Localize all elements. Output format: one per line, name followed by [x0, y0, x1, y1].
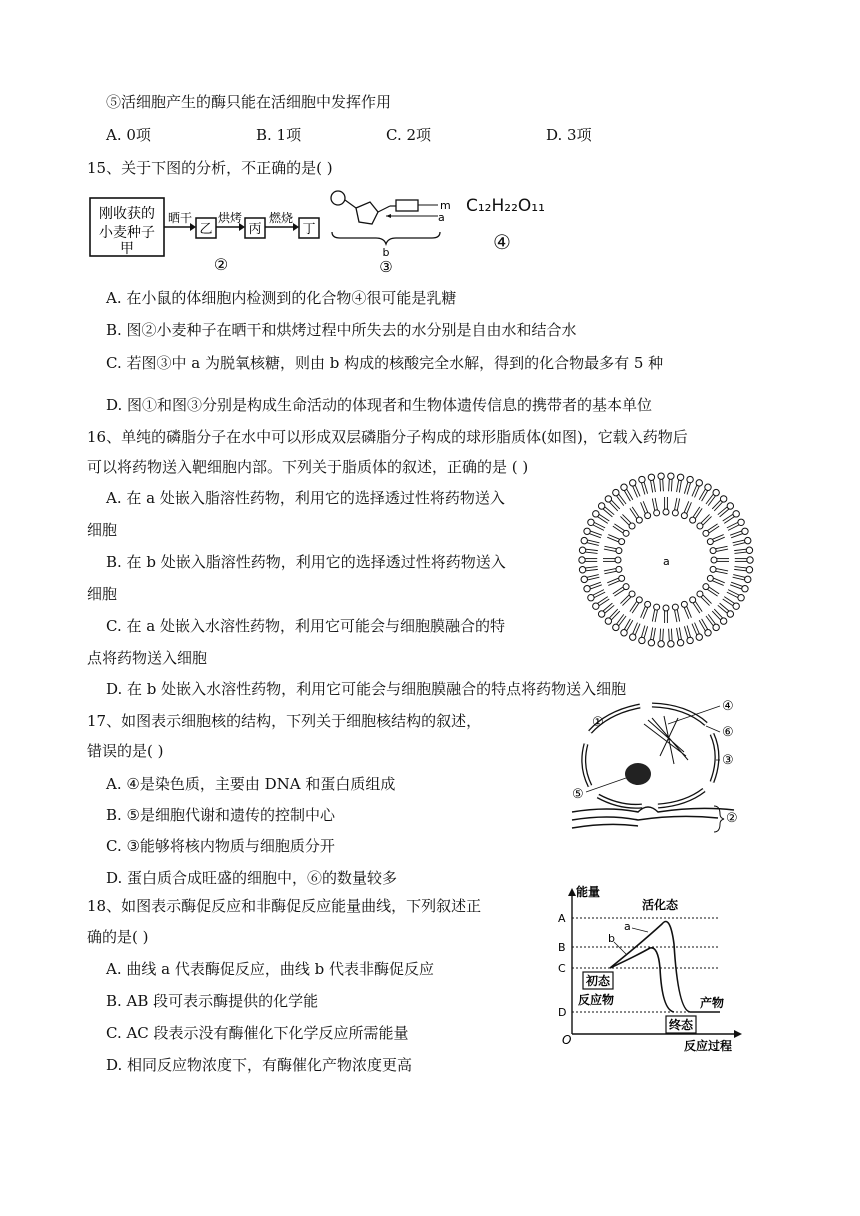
phospholipid: [658, 473, 664, 491]
phospholipid: [699, 484, 711, 501]
phospholipid: [581, 537, 599, 545]
q17-option-b[interactable]: B. ⑤是细胞代谢和遗传的控制中心: [106, 806, 336, 824]
q16-option-c-line1[interactable]: C. 在 a 处嵌入水溶性药物，利用它可能会与细胞膜融合的特: [106, 617, 505, 635]
graph-origin: O: [562, 1033, 572, 1047]
q18-option-c[interactable]: C. AC 段表示没有酶催化下化学反应所需能量: [106, 1024, 409, 1042]
q16-option-d[interactable]: D. 在 b 处嵌入水溶性药物，利用它可能会与细胞膜融合的特点将药物送入细胞: [106, 680, 627, 698]
phospholipid: [641, 501, 651, 518]
nucleus-label-2: ②: [726, 811, 738, 826]
q17-option-c[interactable]: C. ③能够将核内物质与细胞质分开: [106, 837, 335, 855]
fig2-step1: 晒干: [167, 211, 193, 225]
phospholipid: [692, 623, 703, 641]
phospholipid: [707, 535, 724, 545]
q14-option-b[interactable]: B. 1项: [256, 126, 302, 144]
q17-option-a[interactable]: A. ④是染色质，主要由 DNA 和蛋白质组成: [106, 775, 396, 793]
phospholipid: [663, 605, 669, 623]
graph-final: 终态: [668, 1018, 694, 1032]
phospholipid: [707, 575, 724, 585]
nucleus-label-3: ③: [722, 753, 734, 768]
fig2-box1-line3: 甲: [120, 241, 134, 257]
phospholipid: [584, 582, 602, 592]
graph-level-d: D: [558, 1006, 567, 1019]
phospholipid: [620, 591, 635, 606]
graph-curve-a: a: [624, 920, 631, 933]
phospholipid: [641, 601, 651, 618]
phospholipid: [621, 619, 633, 636]
fig2-box4: 丁: [302, 222, 316, 237]
phospholipid: [699, 619, 711, 636]
q18-stem-line1: 18、如图表示酶促反应和非酶促反应能量曲线，下列叙述正: [87, 897, 482, 915]
q18-option-b[interactable]: B. AB 段可表示酶提供的化学能: [106, 992, 319, 1010]
fig2-step3: 燃烧: [268, 211, 294, 225]
phospholipid: [639, 476, 648, 494]
phospholipid: [727, 519, 744, 530]
phospholipid: [588, 519, 605, 530]
nucleus-label-6: ⑥: [722, 725, 734, 740]
phospholipid: [630, 480, 641, 498]
phospholipid: [672, 604, 679, 622]
q16-option-a-line2: 细胞: [87, 521, 118, 539]
phospholipid: [607, 575, 624, 585]
phospholipid: [711, 557, 729, 563]
q16-option-b-line1[interactable]: B. 在 b 处嵌入脂溶性药物，利用它的选择透过性将药物送入: [106, 553, 506, 571]
fig2-box3: 丙: [248, 222, 262, 237]
phospholipid: [690, 597, 702, 613]
phospholipid: [652, 498, 659, 516]
nucleus-label-4: ④: [722, 699, 734, 714]
phospholipid: [607, 535, 624, 545]
phospholipid: [613, 524, 629, 536]
phospholipid: [733, 575, 751, 583]
q18-stem-line2: 确的是( ): [87, 928, 149, 946]
phospholipid: [734, 547, 752, 553]
phospholipid: [588, 590, 605, 601]
phospholipid: [733, 537, 751, 545]
phospholipid: [658, 629, 664, 647]
q17-stem-line1: 17、如图表示细胞核的结构，下列关于细胞核结构的叙述，: [87, 712, 482, 730]
phospholipid: [648, 474, 655, 492]
phospholipid: [730, 528, 748, 538]
graph-level-a: A: [558, 912, 566, 925]
graph-product: 产物: [700, 996, 725, 1010]
phospholipid: [604, 546, 622, 553]
fig2-box2: 乙: [199, 222, 213, 237]
phospholipid: [703, 584, 719, 596]
fig2-step2: 烘烤: [217, 211, 243, 225]
fig4-number: ④: [493, 230, 511, 254]
phospholipid: [579, 547, 597, 553]
q14-option-a[interactable]: A. 0项: [106, 126, 151, 144]
phospholipid: [630, 623, 641, 641]
phospholipid: [727, 590, 744, 601]
q14-option-c[interactable]: C. 2项: [386, 126, 432, 144]
phospholipid: [730, 582, 748, 592]
q15-option-a[interactable]: A. 在小鼠的体细胞内检测到的化合物④很可能是乳糖: [106, 289, 457, 307]
phospholipid: [672, 498, 679, 516]
phospholipid: [603, 557, 621, 563]
q18-option-a[interactable]: A. 曲线 a 代表酶促反应，曲线 b 代表非酶促反应: [106, 960, 434, 978]
phospholipid: [613, 584, 629, 596]
graph-activated: 活化态: [642, 898, 679, 912]
q17-stem-line2: 错误的是( ): [87, 742, 164, 760]
phospholipid: [697, 514, 712, 529]
fig2-box1-line1: 刚收获的: [99, 206, 155, 222]
phospholipid: [684, 476, 693, 494]
phospholipid: [710, 566, 728, 573]
q17-option-d[interactable]: D. 蛋白质合成旺盛的细胞中，⑥的数量较多: [106, 869, 398, 887]
q15-figure-3: [326, 188, 456, 276]
phospholipid: [663, 497, 669, 515]
phospholipid: [652, 604, 659, 622]
phospholipid: [684, 626, 693, 644]
q15-stem: 15、关于下图的分析，不正确的是( ): [87, 159, 333, 177]
fig3-number: ③: [379, 258, 393, 276]
phospholipid: [697, 591, 712, 606]
graph-level-c: C: [558, 962, 566, 975]
phospholipid: [677, 474, 684, 492]
phospholipid: [734, 567, 752, 573]
phospholipid: [630, 507, 642, 523]
q14-option-d[interactable]: D. 3项: [546, 126, 592, 144]
phospholipid: [579, 557, 597, 563]
phospholipid: [604, 566, 622, 573]
phospholipid: [710, 546, 728, 553]
graph-initial: 初态: [585, 974, 611, 988]
phospholipid: [621, 484, 633, 501]
phospholipid: [639, 626, 648, 644]
q15-figure-2: [86, 190, 336, 275]
phospholipid: [668, 473, 674, 491]
phospholipid: [681, 501, 691, 518]
liposome-figure: [576, 470, 756, 650]
phospholipid: [735, 557, 753, 563]
phospholipid: [581, 575, 599, 583]
q15-option-d[interactable]: D. 图①和图③分别是构成生命活动的体现者和生物体遗传信息的携带者的基本单位: [106, 396, 653, 414]
fig3-label-a: a: [438, 211, 445, 224]
graph-reactant: 反应物: [578, 993, 615, 1007]
q16-stem-line1: 16、单纯的磷脂分子在水中可以形成双层磷脂分子构成的球形脂质体(如图)，它载入药物后: [87, 428, 688, 446]
phospholipid: [630, 597, 642, 613]
fig2-box1-line2: 小麦种子: [99, 225, 155, 241]
nucleus-figure: [568, 694, 748, 834]
phospholipid: [677, 628, 684, 646]
q18-option-d[interactable]: D. 相同反应物浓度下，有酶催化产物浓度更高: [106, 1056, 413, 1074]
phospholipid: [579, 567, 597, 573]
q16-option-b-line2: 细胞: [87, 585, 118, 603]
phospholipid: [692, 480, 703, 498]
phospholipid: [584, 528, 602, 538]
q15-option-c[interactable]: C. 若图③中 a 为脱氧核糖，则由 b 构成的核酸完全水解，得到的化合物最多有 5 种: [106, 354, 664, 372]
energy-graph: [550, 884, 750, 1054]
q16-option-c-line2: 点将药物送入细胞: [87, 649, 208, 667]
graph-level-b: B: [558, 941, 566, 954]
phospholipid: [668, 629, 674, 647]
phospholipid: [690, 507, 702, 523]
fig3-label-b: b: [382, 246, 390, 259]
phospholipid: [620, 514, 635, 529]
fig3-label-m: m: [440, 199, 451, 212]
phospholipid: [681, 601, 691, 618]
fig4-formula: C₁₂H₂₂O₁₁: [466, 196, 545, 216]
q16-option-a-line1[interactable]: A. 在 a 处嵌入脂溶性药物，利用它的选择透过性将药物送入: [106, 489, 505, 507]
nucleus-label-5: ⑤: [572, 787, 584, 802]
phospholipid: [703, 524, 719, 536]
graph-x-title: 反应过程: [684, 1039, 733, 1053]
q15-option-b[interactable]: B. 图②小麦种子在晒干和烘烤过程中所失去的水分别是自由水和结合水: [106, 321, 577, 339]
nucleus-label-1: ①: [592, 715, 604, 730]
graph-curve-b: b: [608, 932, 615, 945]
phospholipid: [648, 628, 655, 646]
fig2-number: ②: [213, 255, 229, 274]
graph-y-title: 能量: [576, 885, 601, 899]
liposome-label-a: a: [663, 555, 670, 568]
q14-item5: ⑤活细胞产生的酶只能在活细胞中发挥作用: [106, 93, 392, 111]
q16-stem-line2: 可以将药物送入靶细胞内部。下列关于脂质体的叙述，正确的是 ( ): [87, 458, 529, 476]
